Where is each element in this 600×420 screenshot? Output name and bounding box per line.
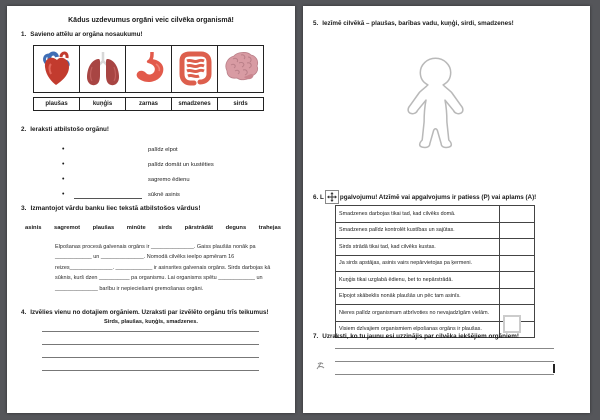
stomach-icon — [129, 49, 169, 89]
statement-text-cell: Smadzenes darbojas tikai tad, kad cilvēks domā. — [336, 206, 500, 223]
blank-writing-line — [335, 349, 554, 362]
bullet-dot: • — [62, 161, 65, 168]
paragraph-line: ____________ un ______________. Nomodā cilvēks ieelpo apmēram 16 — [55, 254, 235, 261]
question-number: 3. — [21, 205, 27, 212]
bullet-dot: • — [62, 176, 65, 183]
cursor-artifact-icon — [316, 361, 325, 371]
question-2-heading — [21, 126, 109, 133]
statement-row — [336, 239, 535, 256]
organ-name-cell: zarnas — [126, 98, 172, 110]
paragraph-line: ______________ barību ir nepieciešami gremošanas orgāni. — [55, 285, 204, 292]
paragraph-line: reizes______________. ____________ ir asinsrites galvenais orgāns. Sirds darbojas kā — [55, 264, 271, 271]
bullet-text: palīdz elpot — [148, 147, 178, 153]
word-bank-word: minūte — [126, 225, 146, 231]
question-4-heading — [21, 309, 269, 316]
word-bank-word: sagremot — [53, 225, 81, 231]
question-text: Savieno attēlu ar orgāna nosaukumu! — [30, 31, 143, 38]
answer-cell[interactable] — [500, 288, 535, 305]
word-bank — [25, 225, 281, 231]
statement-row — [336, 206, 535, 223]
organ-image-intestines — [172, 46, 218, 92]
heart-icon — [37, 49, 77, 89]
statement-row — [336, 222, 535, 239]
blank-writing-line — [335, 362, 554, 375]
word-bank-word: sirds — [158, 225, 173, 231]
organ-name-cell: sirds — [233, 101, 248, 107]
question-text-after-icon: pgalvojumu! Atzīmē vai apgalvojums ir patiess (P) vai aplams (A)! — [339, 193, 537, 201]
brain-icon — [221, 49, 261, 89]
bullet-text: sagremo ēdienu — [148, 177, 190, 183]
blank-writing-line — [42, 358, 259, 371]
answer-cell[interactable] — [500, 239, 535, 256]
blank-writing-line — [42, 345, 259, 358]
organ-function-list — [62, 139, 262, 199]
question-number: 1. — [21, 31, 27, 38]
question-text: Uzraksti, ko tu jaunu esi uzzinājis par cilvēka iekšējiem orgāniem! — [322, 333, 519, 340]
statement-text-cell: Ja sirds apstājas, asinis vairs nepārvietojas pa ķermeni. — [336, 255, 500, 272]
organ-name-cell: kuņģis — [80, 98, 126, 110]
organ-names-table — [33, 97, 264, 111]
lungs-icon — [83, 49, 123, 89]
word-bank-word: plaušas — [92, 225, 115, 231]
bullet-item — [62, 154, 262, 169]
question-text: Izmantojot vārdu banku liec tekstā atbilstošos vārdus! — [30, 205, 201, 212]
statement-text-cell: Smadzenes palīdz kontrolēt kustības un sajūtas. — [336, 222, 500, 239]
writing-lines-q7 — [335, 336, 554, 375]
fill-in-paragraph — [55, 242, 269, 294]
statement-row — [336, 255, 535, 272]
move-cursor-icon[interactable] — [325, 190, 339, 204]
organ-image-brain — [218, 46, 263, 92]
human-body-outline — [388, 44, 483, 179]
question-5-heading — [313, 20, 514, 27]
question-6-heading — [313, 190, 536, 204]
paragraph-line: sūknis, kurš dzen __________ pa organismu. Lai organisms spētu ____________ un — [55, 275, 263, 282]
answer-blank — [74, 176, 142, 184]
bullet-text: palīdz domāt un kustēties — [148, 162, 214, 168]
object-resize-handle-box[interactable] — [503, 315, 521, 333]
organ-images-table — [33, 45, 264, 93]
organ-name-cell: smadzenes — [172, 98, 218, 110]
writing-lines-q4 — [42, 319, 259, 371]
statement-text-cell: Sirds strādā tikai tad, kad cilvēks kustas. — [336, 239, 500, 256]
question-1-heading — [21, 31, 143, 38]
answer-blank — [74, 190, 142, 199]
word-bank-word: asinis — [25, 225, 42, 231]
question-text-before-icon: 6. L — [313, 193, 324, 201]
bullet-item — [62, 169, 262, 184]
question-number: 5. — [313, 20, 319, 27]
bullet-dot: • — [62, 146, 65, 153]
document-page-2[interactable] — [303, 6, 590, 413]
question-text: Izvēlies vienu no dotajiem orgāniem. Uzraksti par izvēlēto orgānu trīs teikumus! — [30, 309, 269, 316]
question-4-organ-options: Sirds, plaušas, kuņģis, smadzenes. — [104, 319, 198, 325]
statement-text-cell: Elpojot skābeklis nonāk plaušās un pēc tam asinīs. — [336, 288, 500, 305]
text-cursor-caret — [553, 364, 555, 373]
word-bank-word: deguns — [225, 225, 247, 231]
blank-writing-line — [42, 332, 259, 345]
answer-cell[interactable] — [500, 222, 535, 239]
statement-text-cell: Nieres palīdz organismam atbrīvoties no nevajadzīgām vielām. — [336, 305, 500, 322]
answer-cell[interactable] — [500, 272, 535, 289]
statement-row — [336, 272, 535, 289]
question-text: Ieraksti atbilstošo orgānu! — [30, 126, 109, 133]
bullet-text: sūknē asinis — [148, 192, 180, 198]
question-text: Iezīmē cilvēkā – plaušas, barības vadu, kuņģi, sirdi, smadzenes! — [322, 20, 514, 27]
question-3-heading — [21, 205, 201, 212]
answer-blank — [74, 161, 142, 169]
answer-blank — [74, 146, 142, 154]
statement-text-cell: Visiem dzīvajiem organismiem elpošanas orgāns ir plaušas. — [336, 321, 500, 338]
statement-text-cell: Kuņģis tikai uzglabā ēdienu, bet to nepārstrādā. — [336, 272, 500, 289]
word-bank-word: trahejas — [258, 225, 281, 231]
document-page-1[interactable] — [7, 6, 295, 413]
question-number: 2. — [21, 126, 27, 133]
blank-writing-line — [42, 319, 259, 332]
answer-cell[interactable] — [500, 255, 535, 272]
organ-image-stomach — [126, 46, 172, 92]
statement-row — [336, 288, 535, 305]
organ-image-lungs — [80, 46, 126, 92]
organ-name-cell: plaušas — [34, 98, 80, 110]
question-number: 4. — [21, 309, 27, 316]
bullet-dot: • — [62, 191, 65, 198]
blank-writing-line — [335, 336, 554, 349]
intestines-icon — [175, 49, 215, 89]
bullet-item — [62, 139, 262, 154]
page-title: Kādus uzdevumus orgāni veic cilvēka organismā! — [68, 17, 234, 24]
organ-image-heart — [34, 46, 80, 92]
answer-cell[interactable] — [500, 206, 535, 223]
word-bank-word: pārstrādāt — [184, 225, 214, 231]
paragraph-line: Elpošanas procesā galvenais orgāns ir ______________. Gaiss plaušās nonāk pa — [55, 244, 256, 250]
bullet-item — [62, 184, 262, 199]
question-number: 7. — [313, 333, 319, 340]
